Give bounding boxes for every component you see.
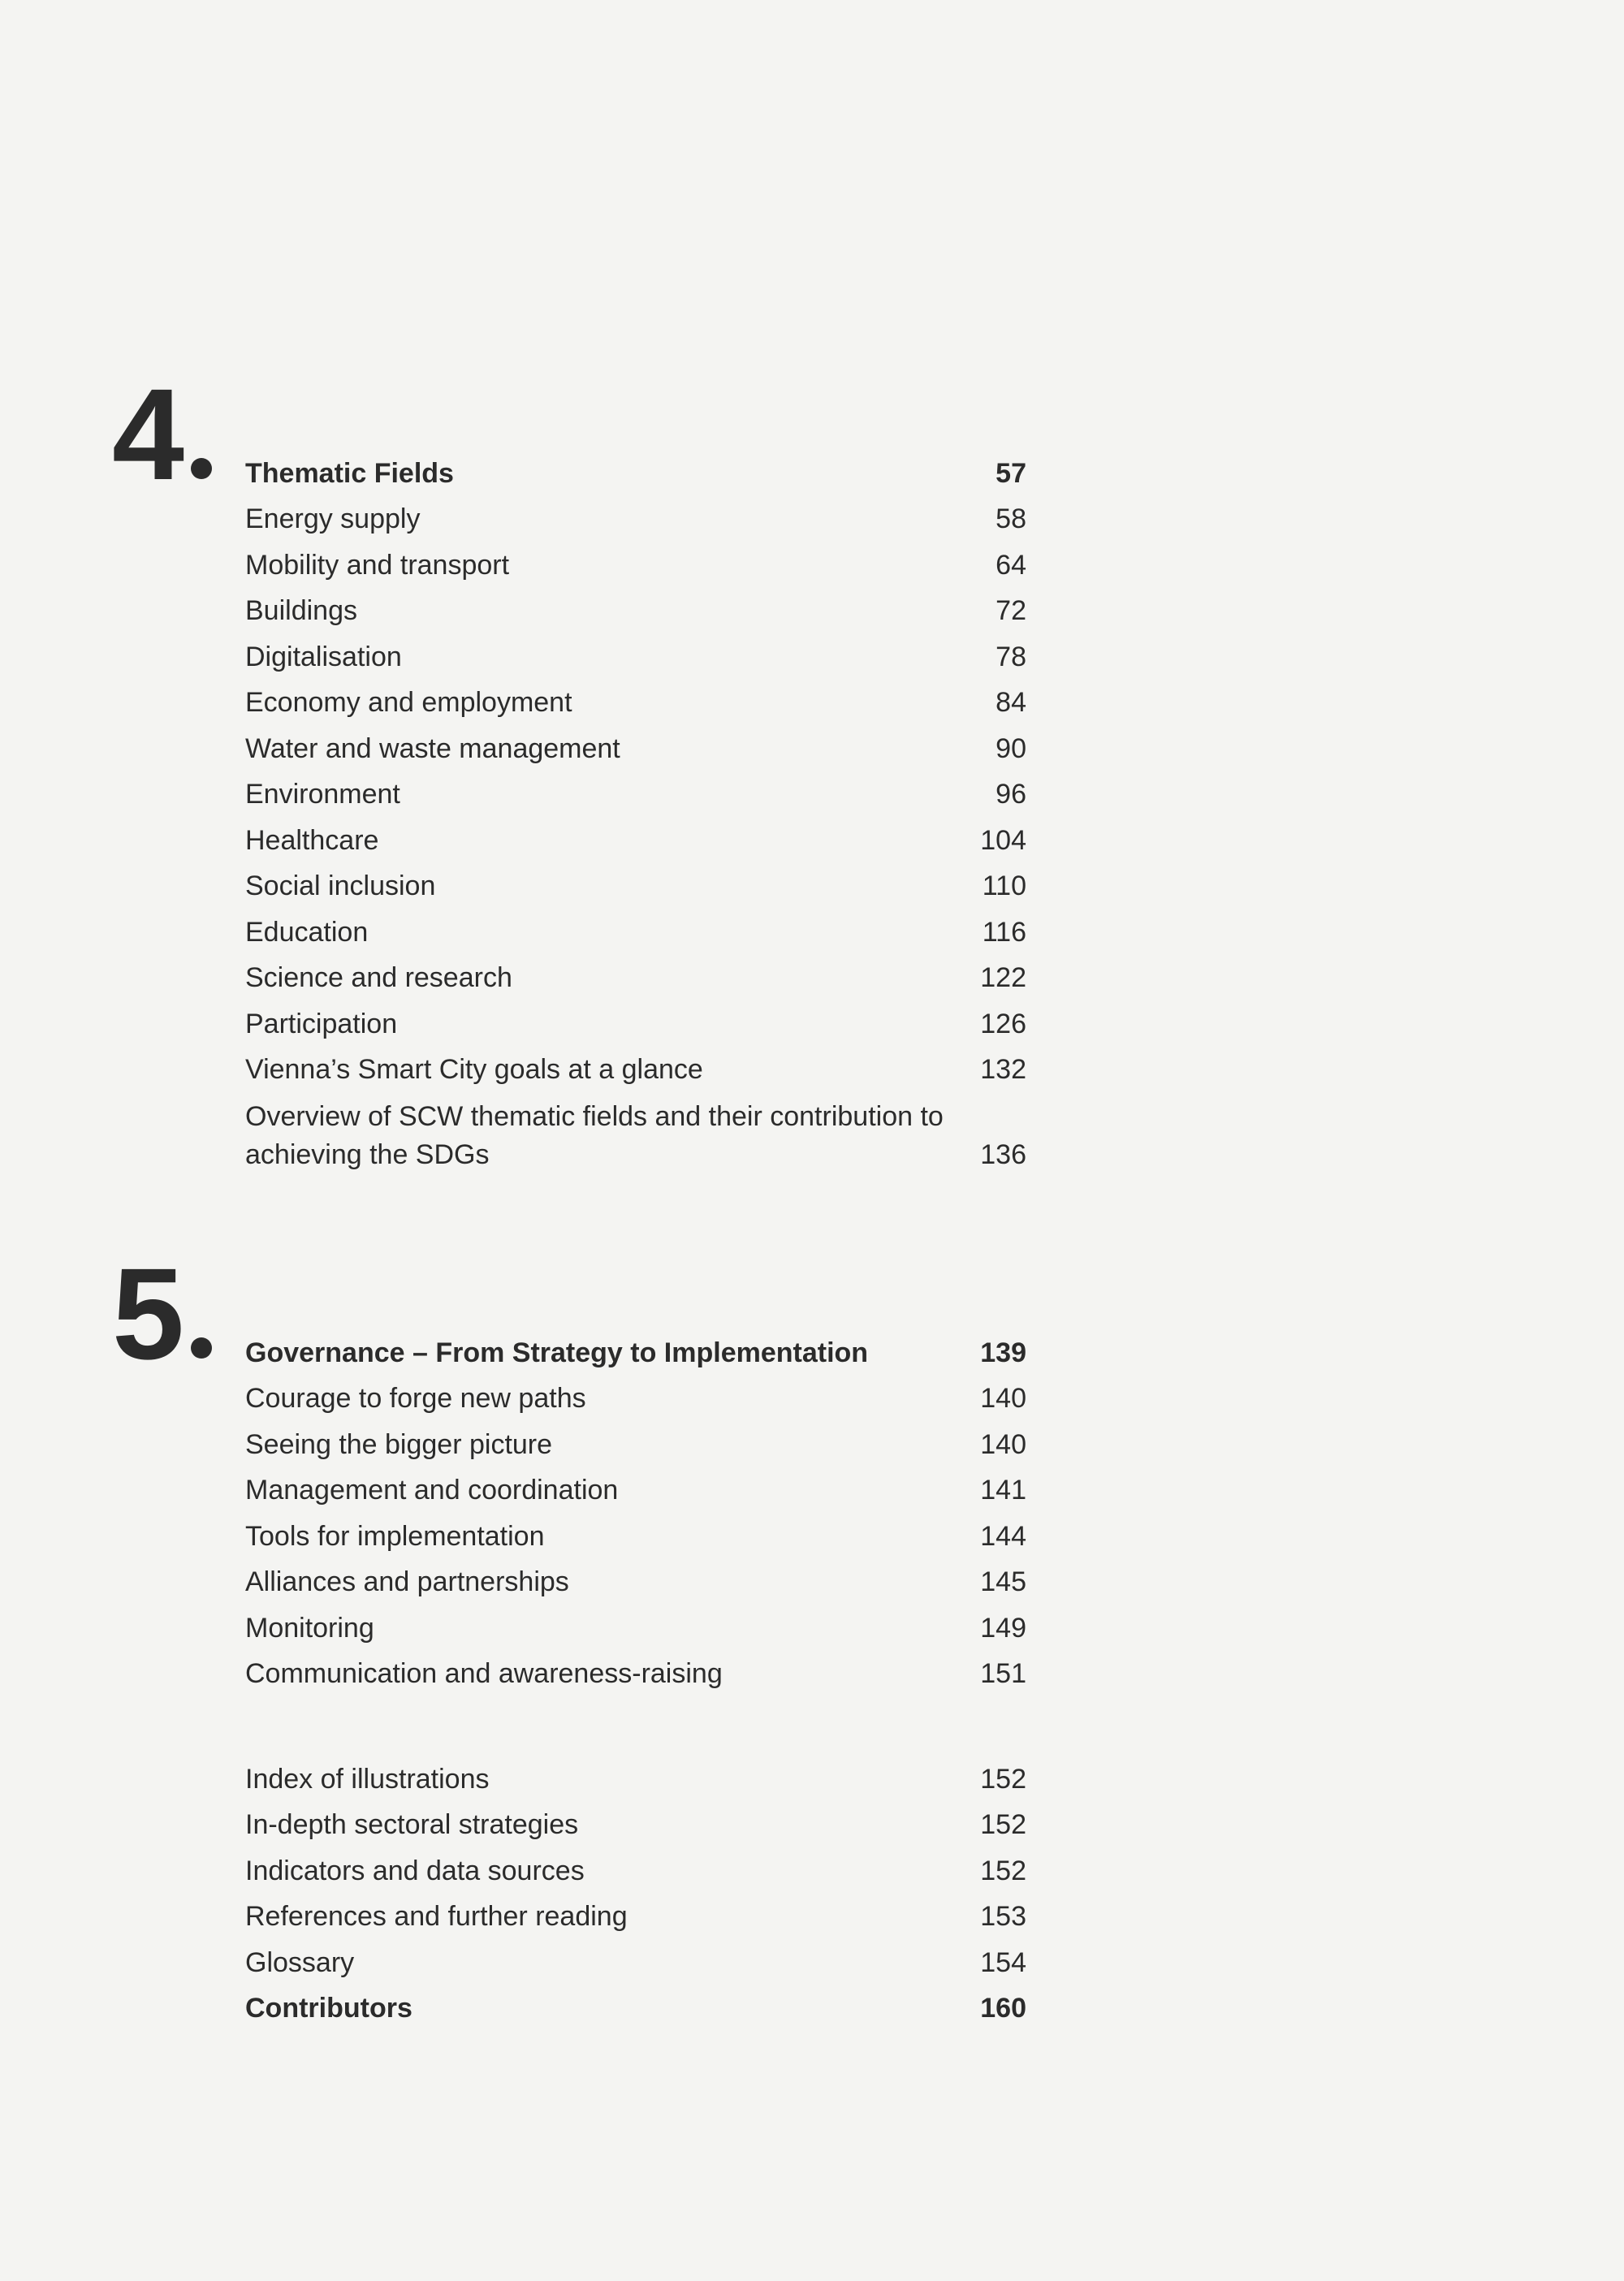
section-number-dot [191, 458, 212, 479]
toc-entry[interactable] [245, 1464, 1026, 1510]
toc-entry-page: 122 [980, 962, 1026, 993]
toc-entry-page: 57 [996, 457, 1026, 489]
toc-entry[interactable] [245, 1372, 1026, 1419]
toc-entry-title: Tools for implementation [245, 1520, 545, 1552]
toc-entry[interactable] [245, 860, 1026, 906]
toc-entry[interactable] [245, 814, 1026, 860]
toc-entry-page: 116 [982, 916, 1026, 948]
toc-list [245, 1752, 1026, 2028]
toc-entry-title: Overview of SCW thematic fields and their contribution to achieving the SDGs [245, 1101, 944, 1170]
toc-entry-page: 84 [996, 687, 1026, 718]
toc-entry-page: 64 [996, 549, 1026, 581]
toc-entry-title: Indicators and data sources [245, 1855, 585, 1886]
section-number [112, 1241, 212, 1386]
toc-entry[interactable] [245, 1089, 1026, 1174]
toc-entry-page: 132 [980, 1054, 1026, 1085]
toc-entry-page: 141 [980, 1475, 1026, 1506]
toc-entry-title: Science and research [245, 962, 512, 993]
toc-entry[interactable] [245, 630, 1026, 676]
toc-entry-title: Governance – From Strategy to Implementation [245, 1337, 869, 1368]
toc-entry-page: 160 [980, 1993, 1026, 2024]
toc-entry-page: 140 [980, 1428, 1026, 1460]
toc-entry-page: 78 [996, 641, 1026, 672]
toc-entry-heading[interactable] [245, 447, 1026, 493]
toc-entry-heading[interactable] [245, 1326, 1026, 1372]
toc-entry-page: 154 [980, 1946, 1026, 1978]
toc-entry-title: Glossary [245, 1946, 355, 1978]
toc-entry-page: 139 [980, 1337, 1026, 1368]
toc-entry[interactable] [245, 768, 1026, 814]
toc-entry-page: 140 [980, 1383, 1026, 1414]
toc-entry-title: Management and coordination [245, 1475, 619, 1506]
toc-entry-title: Alliances and partnerships [245, 1566, 569, 1597]
toc-entry-title: Energy supply [245, 503, 421, 534]
toc-entry[interactable] [245, 1601, 1026, 1648]
toc-entry-page: 72 [996, 595, 1026, 626]
toc-entry-title: Social inclusion [245, 870, 436, 901]
toc-entry[interactable] [245, 905, 1026, 952]
toc-entry-page: 149 [980, 1612, 1026, 1644]
toc-entry-title: Economy and employment [245, 687, 572, 718]
toc-list [245, 447, 1026, 1174]
toc-entry[interactable] [245, 1936, 1026, 1982]
toc-entry-page: 153 [980, 1901, 1026, 1932]
toc-entry-title: Contributors [245, 1993, 412, 2024]
toc-entry[interactable] [245, 1556, 1026, 1602]
section-number-text: 5 [112, 1241, 181, 1386]
toc-entry-title: Monitoring [245, 1612, 374, 1644]
toc-entry-page: 136 [980, 1139, 1026, 1170]
toc-entry[interactable] [245, 1799, 1026, 1845]
toc-entry-title: Thematic Fields [245, 457, 454, 489]
toc-entry-page: 145 [980, 1566, 1026, 1597]
toc-entry[interactable] [245, 1510, 1026, 1556]
toc-entry[interactable] [245, 1418, 1026, 1464]
toc-entry-page: 110 [982, 870, 1026, 901]
toc-entry-page: 96 [996, 779, 1026, 810]
toc-entry-page: 151 [980, 1658, 1026, 1689]
toc-entry-title: Mobility and transport [245, 549, 510, 581]
toc-entry-page: 152 [980, 1763, 1026, 1795]
section-number-text: 4 [112, 361, 181, 507]
toc-entry[interactable] [245, 493, 1026, 539]
toc-entry-title: Environment [245, 779, 400, 810]
toc-entry-page: 58 [996, 503, 1026, 534]
toc-entry[interactable] [245, 722, 1026, 768]
toc-entry-title: Buildings [245, 595, 357, 626]
toc-entry-title: Seeing the bigger picture [245, 1428, 553, 1460]
toc-entry-page: 90 [996, 732, 1026, 764]
toc-entry-title: Healthcare [245, 824, 379, 856]
toc-entry[interactable] [245, 1844, 1026, 1890]
section-number [112, 361, 212, 507]
toc-entry[interactable] [245, 1890, 1026, 1937]
toc-entry[interactable] [245, 1752, 1026, 1799]
toc-entry-heading[interactable] [245, 1982, 1026, 2028]
toc-entry-title: Communication and awareness-raising [245, 1658, 723, 1689]
toc-entry-title: Vienna’s Smart City goals at a glance [245, 1054, 703, 1085]
toc-entry-title: Education [245, 916, 369, 948]
toc-entry-page: 144 [980, 1520, 1026, 1552]
toc-list [245, 1326, 1026, 1693]
toc-entry-title: Water and waste management [245, 732, 620, 764]
toc-entry-title: References and further reading [245, 1901, 628, 1932]
toc-entry-page: 126 [980, 1008, 1026, 1039]
toc-entry[interactable] [245, 676, 1026, 723]
toc-entry[interactable] [245, 1043, 1026, 1090]
toc-entry-title: Participation [245, 1008, 398, 1039]
section-number-dot [191, 1337, 212, 1359]
toc-entry[interactable] [245, 1648, 1026, 1694]
toc-entry[interactable] [245, 952, 1026, 998]
toc-entry-title: Courage to forge new paths [245, 1383, 586, 1414]
toc-entry-title: Index of illustrations [245, 1763, 490, 1795]
toc-entry[interactable] [245, 585, 1026, 631]
toc-entry[interactable] [245, 538, 1026, 585]
toc-entry-page: 104 [980, 824, 1026, 856]
toc-entry-title: Digitalisation [245, 641, 402, 672]
toc-entry-page: 152 [980, 1855, 1026, 1886]
toc-entry-page: 152 [980, 1809, 1026, 1840]
toc-entry-title: In-depth sectoral strategies [245, 1809, 579, 1840]
toc-entry[interactable] [245, 997, 1026, 1043]
